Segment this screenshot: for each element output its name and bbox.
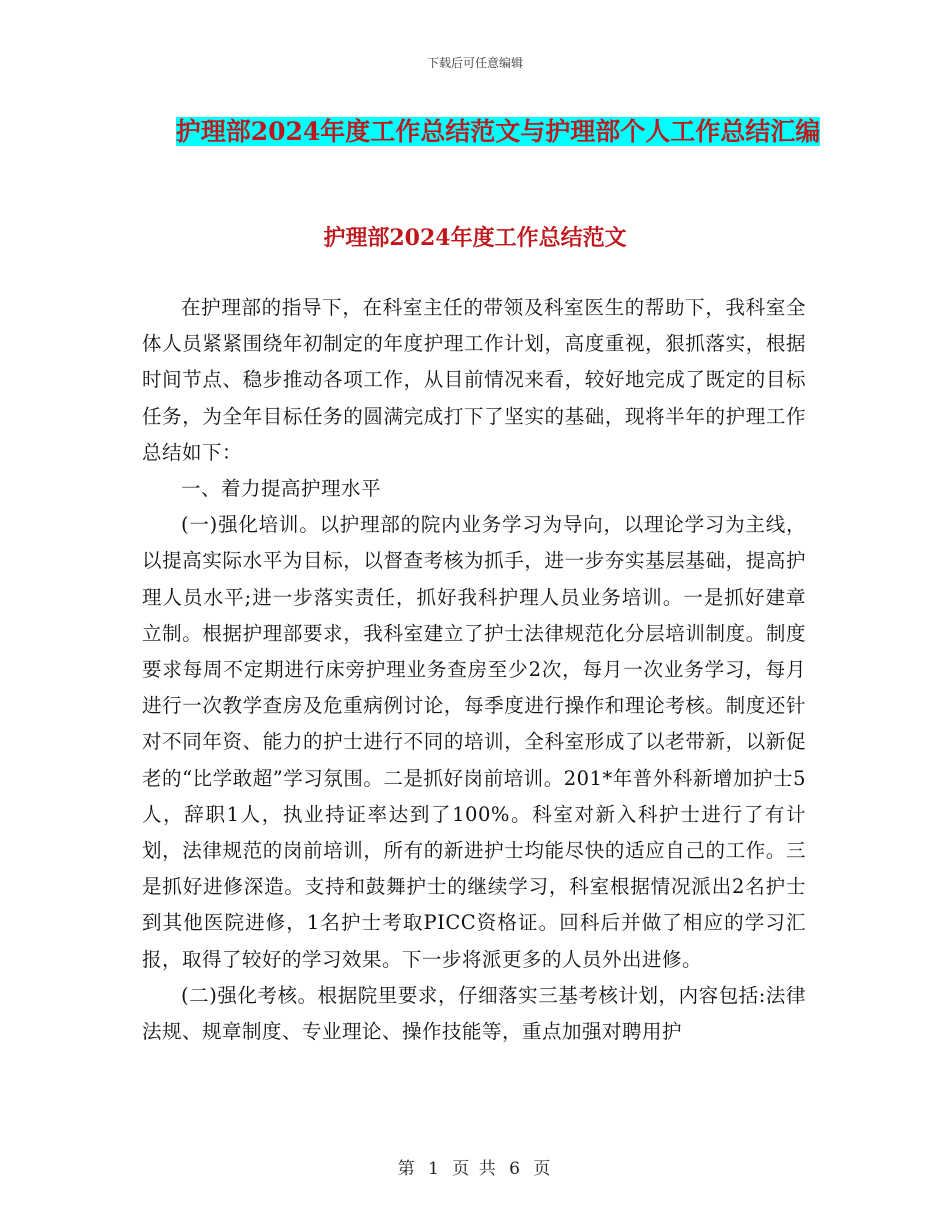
footer-middle: 页 共: [452, 1159, 498, 1179]
document-title: [140, 112, 856, 152]
footer-prefix: 第: [397, 1159, 417, 1179]
body-paragraph: (二)强化考核。根据院里要求，仔细落实三基考核计划，内容包括:法律法规、规章制度、专业理论、操作技能等，重点加强对聘用护: [142, 983, 806, 1044]
body-paragraph: (一)强化培训。以护理部的院内业务学习为导向，以理论学习为主线，以提高实际水平为目标，以督查考核为抓手，进一步夯实基层基础，提高护理人员水平;进一步落实责任，抓好我科护理人员业务培训。一是抓好建章立制。根据护理部要求，我科室建立了护士法律规范化分层培训制度。制度要求每周不定期进行床旁护理业务查房至少2次，每月一次业务学习，每月进行一次教学查房及危重病例讨论，每季度进行操作和理论考核。制度还针对不同年资、能力的护士进行不同的培训，全科室形成了以老带新，以新促老的“比学敢超”学习氛围。二是抓好岗前培训。201*年普外科新增加护士5人，辞职1人，执业持证率达到了100%。科室对新入科护士进行了有计划，法律规范的岗前培训，所有的新进护士均能尽快的适应自己的工作。三是抓好进修深造。支持和鼓舞护士的继续学习，科室根据情况派出2名护士到其他医院进修，1名护士考取PICC资格证。回科后并做了相应的学习汇报，取得了较好的学习效果。下一步将派更多的人员外出进修。: [142, 513, 806, 971]
page-footer: [0, 1154, 950, 1179]
body-heading: 一、着力提高护理水平: [181, 477, 382, 501]
footer-total-pages: 6: [509, 1159, 522, 1179]
section-title: 护理部2024年度工作总结范文: [323, 225, 627, 251]
body-paragraph: 在护理部的指导下，在科室主任的带领及科室医生的帮助下，我科室全体人员紧紧围绕年初制定的年度护理工作计划，高度重视，狠抓落实，根据时间节点、稳步推动各项工作，从目前情况来看，较好地完成了既定的目标任务，为全年目标任务的圆满完成打下了坚实的基础，现将半年的护理工作总结如下：: [142, 296, 806, 464]
document-title-text: 护理部2024年度工作总结范文与护理部个人工作总结汇编: [175, 117, 821, 146]
document-body: [142, 290, 806, 1050]
page-header: 下载后可任意编辑: [426, 56, 523, 70]
footer-suffix: 页: [533, 1159, 553, 1179]
footer-current-page: 1: [428, 1159, 441, 1179]
